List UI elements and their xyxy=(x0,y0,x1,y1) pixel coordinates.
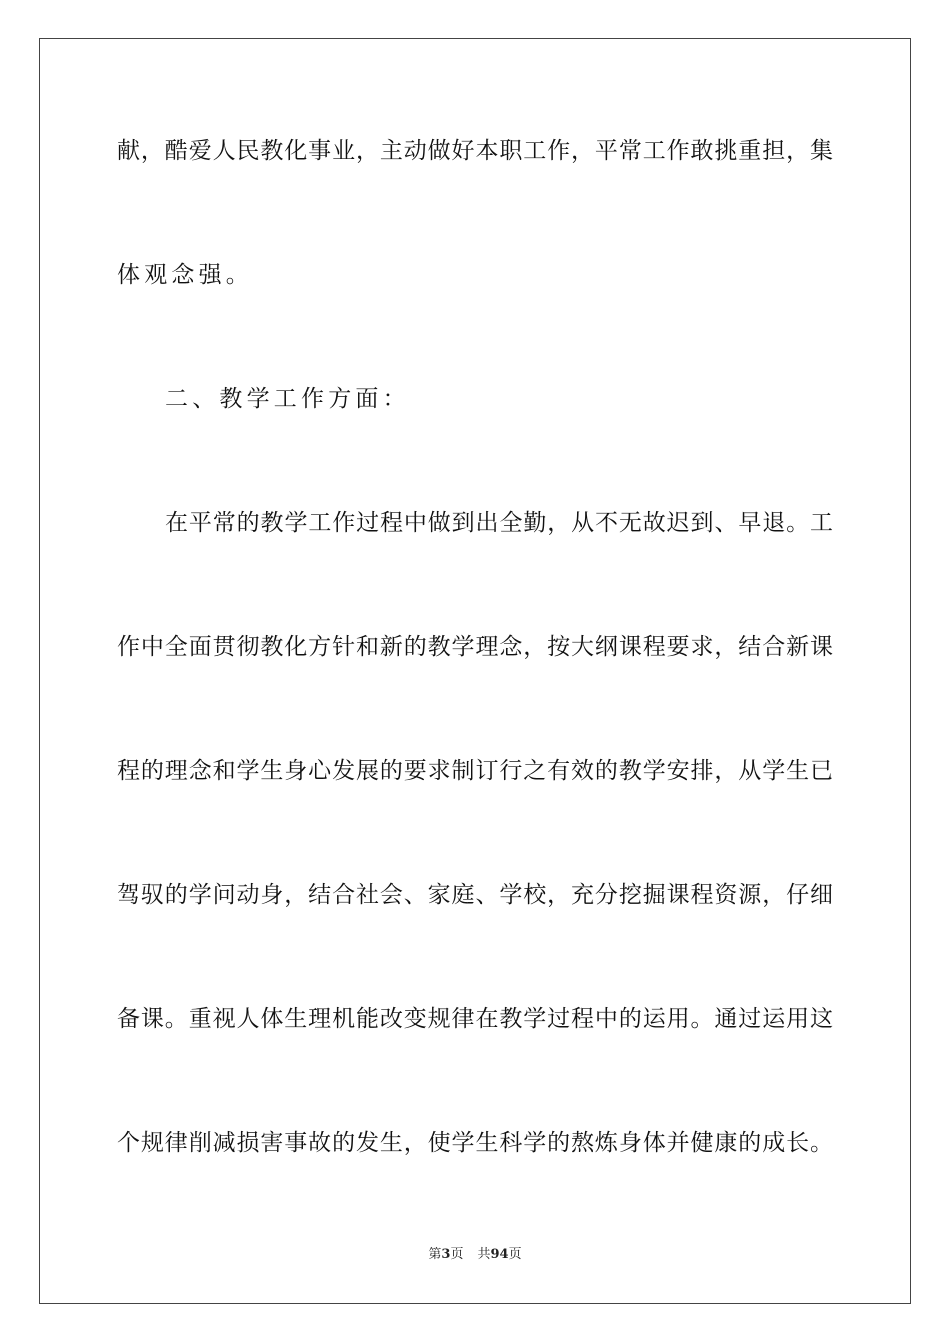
paragraph-line: 驾驭的学问动身，结合社会、家庭、学校，充分挖掘课程资源，仔细 xyxy=(117,882,833,908)
paragraph-line: 作中全面贯彻教化方针和新的教学理念，按大纲课程要求，结合新课 xyxy=(117,634,833,660)
paragraph-line: 程的理念和学生身心发展的要求制订行之有效的教学安排，从学生已 xyxy=(117,758,833,784)
page-footer xyxy=(0,1246,950,1264)
paragraph-line: 体观念强。 xyxy=(117,262,253,288)
page-number-suffix: 页 xyxy=(450,1247,464,1262)
paragraph-line: 在平常的教学工作过程中做到出全勤，从不无故迟到、早退。工 xyxy=(165,510,833,536)
section-heading: 二、教学工作方面： xyxy=(165,386,410,412)
total-pages-prefix: 共 xyxy=(477,1247,491,1262)
page-number: 3 xyxy=(441,1247,451,1262)
total-pages-suffix: 页 xyxy=(508,1247,522,1262)
paragraph-line: 献，酷爱人民教化事业，主动做好本职工作，平常工作敢挑重担，集 xyxy=(117,138,833,164)
page-number-prefix: 第 xyxy=(428,1247,442,1262)
page-border xyxy=(39,38,911,1304)
paragraph-line: 个规律削减损害事故的发生，使学生科学的熬炼身体并健康的成长。 xyxy=(117,1130,833,1156)
total-pages: 94 xyxy=(490,1247,509,1262)
paragraph-line: 备课。重视人体生理机能改变规律在教学过程中的运用。通过运用这 xyxy=(117,1006,833,1032)
